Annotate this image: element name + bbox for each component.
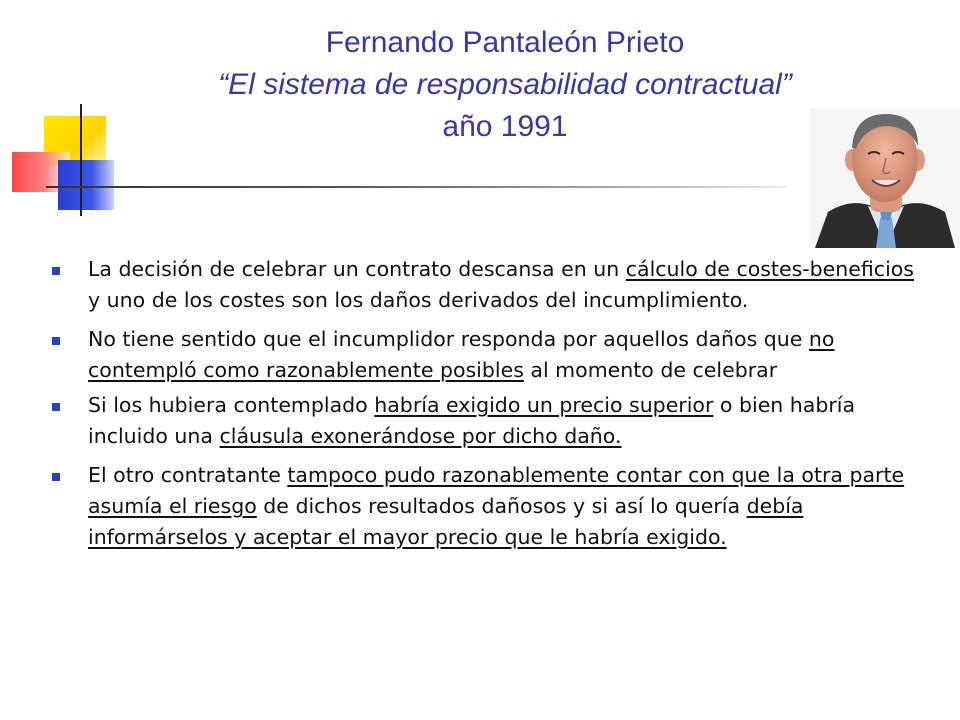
bullet-underlined-text: habría exigido un precio superior: [374, 393, 714, 417]
bullet-text: al momento de celebrar: [523, 358, 778, 382]
bullet-text: de dichos resultados dañosos y si así lo quería: [256, 494, 747, 518]
bullet-item: [46, 390, 916, 452]
bullet-square-icon: [52, 267, 60, 275]
author-photo: [810, 108, 960, 248]
slide-title: [150, 22, 860, 148]
blue-square: [58, 160, 114, 210]
bullet-item: [46, 324, 916, 386]
portrait-image: [810, 108, 960, 248]
bullet-square-icon: [52, 337, 60, 345]
title-work: “El sistema de responsabilidad contractual”: [218, 68, 792, 101]
bullet-text: y uno de los costes son los daños derivados del incumplimiento.: [88, 288, 749, 312]
bullet-underlined-text: no contempló como razonablemente posibles: [88, 327, 835, 382]
horizontal-rule: [46, 186, 786, 188]
bullet-text: El otro contratante: [88, 463, 288, 487]
bullet-square-icon: [52, 403, 60, 411]
bullet-underlined-text: tampoco pudo razonablemente contar con que la otra parte asumía el riesgo: [88, 463, 905, 518]
decorative-squares: [0, 100, 140, 220]
bullet-list: [46, 254, 916, 561]
bullet-underlined-text: debía informárselos y aceptar el mayor precio que le habría exigido.: [88, 494, 804, 549]
bullet-text: La decisión de celebrar un contrato descansa en un: [88, 257, 626, 281]
vertical-rule: [80, 104, 82, 216]
bullet-text: o bien habría incluido una: [88, 393, 856, 448]
bullet-underlined-text: cláusula exonerándose por dicho daño.: [219, 424, 622, 448]
bullet-square-icon: [52, 473, 60, 481]
title-author: Fernando Pantaleón Prieto: [325, 26, 685, 59]
bullet-text: Si los hubiera contemplado: [88, 393, 375, 417]
bullet-underlined-text: cálculo de costes-beneficios: [625, 257, 914, 281]
bullet-item: [46, 254, 916, 316]
bullet-text: No tiene sentido que el incumplidor responda por aquellos daños que: [88, 327, 809, 351]
bullet-item: [46, 460, 916, 553]
title-year: año 1991: [442, 110, 568, 143]
